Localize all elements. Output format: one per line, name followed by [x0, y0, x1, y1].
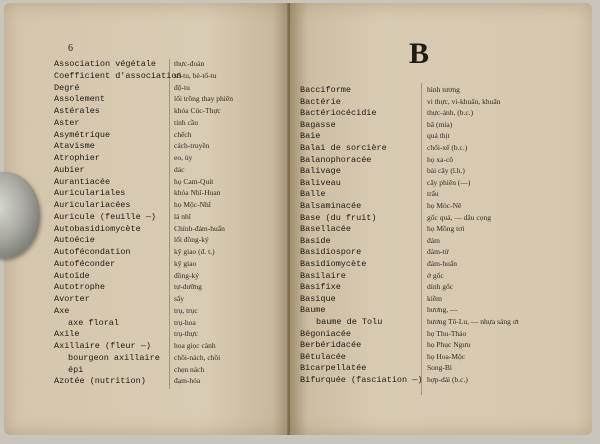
vietnamese-translation: đảm-huấn [427, 259, 457, 268]
french-term: bourgeon axillaire [68, 352, 160, 363]
french-term: épi [68, 364, 84, 375]
french-term: Autoïde [54, 270, 90, 281]
vietnamese-translation: hương, — [427, 305, 458, 315]
french-term: Autoféconder [54, 258, 116, 269]
vietnamese-translation: họ Hoa-Mộc [427, 351, 466, 361]
vietnamese-translation: vi thực, vi-khuẩn, khuẩn [427, 96, 501, 106]
vietnamese-translation: trấu [427, 189, 439, 199]
french-term: Balanophoracée [300, 154, 372, 165]
french-term: Baside [300, 235, 331, 246]
french-term: Aurantiacée [54, 176, 111, 187]
vietnamese-translation: kỹ giao (đ. t.) [174, 247, 215, 256]
french-term: baume de Tolu [316, 317, 383, 327]
vietnamese-translation: tự-dưỡng [174, 282, 202, 292]
vietnamese-translation: Song-Bì [427, 363, 453, 373]
vietnamese-translation: kiềm [427, 293, 442, 303]
vietnamese-translation: chồi-nách, chồi [174, 352, 221, 362]
left-page [4, 3, 290, 435]
vietnamese-translation: họ Móc-Nê [427, 201, 462, 210]
french-term: Astérales [54, 106, 100, 116]
french-term: Basidiospore [300, 247, 362, 258]
vietnamese-translation: cách-truyền [174, 141, 210, 151]
vietnamese-translation: dác [174, 164, 185, 174]
vietnamese-translation: họ Phục Ngưu [427, 340, 471, 350]
french-term: Axe [54, 305, 70, 316]
vietnamese-translation: kỹ giao [174, 258, 197, 268]
french-term: Bagasse [300, 119, 336, 130]
french-term: Aubier [54, 164, 85, 175]
vietnamese-translation: đạm-hóa [174, 376, 201, 386]
vietnamese-translation: Chính-đảm-huấn [174, 223, 225, 233]
french-term: Autofécondation [54, 247, 131, 257]
vietnamese-translation: họ Cam-Quít [174, 176, 214, 186]
french-term: Degré [54, 82, 80, 93]
french-term: Bacciforme [300, 85, 352, 95]
vietnamese-translation: chổi-xể (b.c.) [427, 143, 468, 152]
vietnamese-translation: lối đồng-ký [174, 235, 209, 245]
vietnamese-translation: hoa giọc cành [174, 341, 216, 350]
vietnamese-translation: đảm [427, 235, 440, 245]
french-term: Asymétrique [54, 129, 111, 140]
right-page [290, 3, 592, 435]
french-term: Aster [54, 117, 80, 128]
vietnamese-translation: đảm-tử [427, 247, 449, 257]
french-term: Basilaire [300, 270, 346, 281]
vietnamese-translation: dính gốc [427, 282, 454, 292]
vietnamese-translation: độ-tu [174, 82, 190, 92]
french-term: Axillaire (fleur —) [54, 341, 151, 351]
vietnamese-translation: đồng-ký [174, 270, 199, 280]
french-term: Assolement [54, 94, 106, 105]
french-term: Auriculariacées [54, 200, 131, 210]
vietnamese-translation: chếch [174, 129, 192, 139]
french-term: Bégoniacée [300, 328, 352, 339]
vietnamese-translation: họ xa-cô [427, 154, 454, 164]
french-term: Basifixe [300, 282, 341, 293]
french-term: Berbéridacée [300, 340, 362, 351]
vietnamese-translation: khóa Cúc-Thực [174, 106, 221, 115]
vietnamese-translation: họ Mộc-Nhĩ [174, 200, 211, 209]
vietnamese-translation: trụ, trục [174, 305, 198, 315]
french-term: axe floral [68, 317, 120, 328]
vietnamese-translation: thực-đoàn [174, 59, 205, 68]
french-term: Bifurquée (fasciation —) [300, 375, 423, 385]
vietnamese-translation: trụ-hoa [174, 317, 196, 327]
vietnamese-translation: lá nhĩ [174, 211, 191, 221]
french-term: Baie [300, 131, 321, 142]
vietnamese-translation: số-tu, bè-tổ-tu [174, 70, 217, 80]
french-term: Autotrophe [54, 282, 106, 293]
french-term: Auricule (feuille —) [54, 211, 157, 222]
french-term: Baume [300, 305, 326, 316]
column-divider [421, 83, 422, 395]
vietnamese-translation: tinh cầu [174, 117, 198, 127]
french-term: Basique [300, 293, 336, 304]
french-term: Avorter [54, 294, 90, 304]
vietnamese-translation: bài cây (l.h.) [427, 166, 465, 176]
vietnamese-translation: khóa Nhĩ-Huan [174, 188, 221, 198]
open-book [4, 3, 596, 439]
french-term: Balsaminacée [300, 201, 362, 211]
vietnamese-translation: thực-ánh, (b.c.) [427, 108, 474, 118]
vietnamese-translation: ở gốc [427, 270, 444, 280]
vietnamese-translation: eo, ủy [174, 153, 193, 162]
french-term: Azotée (nutrition) [54, 376, 146, 387]
french-term: Axile [54, 329, 80, 340]
vietnamese-translation: chẹn nách [174, 364, 205, 374]
vietnamese-translation: cây phiên (—) [427, 177, 471, 187]
french-term: Atavisme [54, 141, 95, 152]
french-term: Atrophier [54, 153, 100, 163]
french-term: Bactériocécidie [300, 108, 377, 119]
french-term: Autobasidiomycète [54, 223, 141, 234]
vietnamese-translation: bã (mía) [427, 119, 453, 129]
vietnamese-translation: họ Thu-Thảo [427, 328, 467, 338]
french-term: Basellacée [300, 224, 352, 235]
vietnamese-translation: trụ-thực [174, 329, 199, 339]
page-number: 6 [68, 43, 73, 54]
french-term: Bicarpellatée [300, 363, 367, 374]
french-term: Coefficient d'association [54, 70, 182, 81]
french-term: Bactérie [300, 96, 341, 107]
french-term: Baliveau [300, 177, 341, 188]
french-term: Auriculariales [54, 188, 126, 199]
french-term: Basidiomycète [300, 259, 367, 269]
vietnamese-translation: sẩy [174, 294, 184, 303]
french-term: Association végétale [54, 59, 157, 69]
french-term: Balai de sorcière [300, 143, 387, 153]
vietnamese-translation: họ Mồng tơi [427, 224, 465, 234]
vietnamese-translation: hình tương [427, 85, 460, 94]
section-letter: B [409, 37, 430, 70]
vietnamese-translation: quả thịt [427, 131, 450, 141]
french-term: Bétulacée [300, 351, 346, 362]
vietnamese-translation: lối trồng thay phiên [174, 94, 233, 104]
french-term: Balle [300, 189, 326, 200]
column-divider [169, 59, 170, 389]
vietnamese-translation: hợp-dải (b.c.) [427, 375, 468, 384]
french-term: Autoécie [54, 235, 95, 246]
french-term: Balivage [300, 166, 341, 177]
vietnamese-translation: gốc quả, — dầu cọng [427, 212, 491, 222]
french-term: Base (du fruit) [300, 212, 377, 223]
vietnamese-translation: hương Tô-Lu, — nhựa sáng ơt [427, 317, 519, 326]
